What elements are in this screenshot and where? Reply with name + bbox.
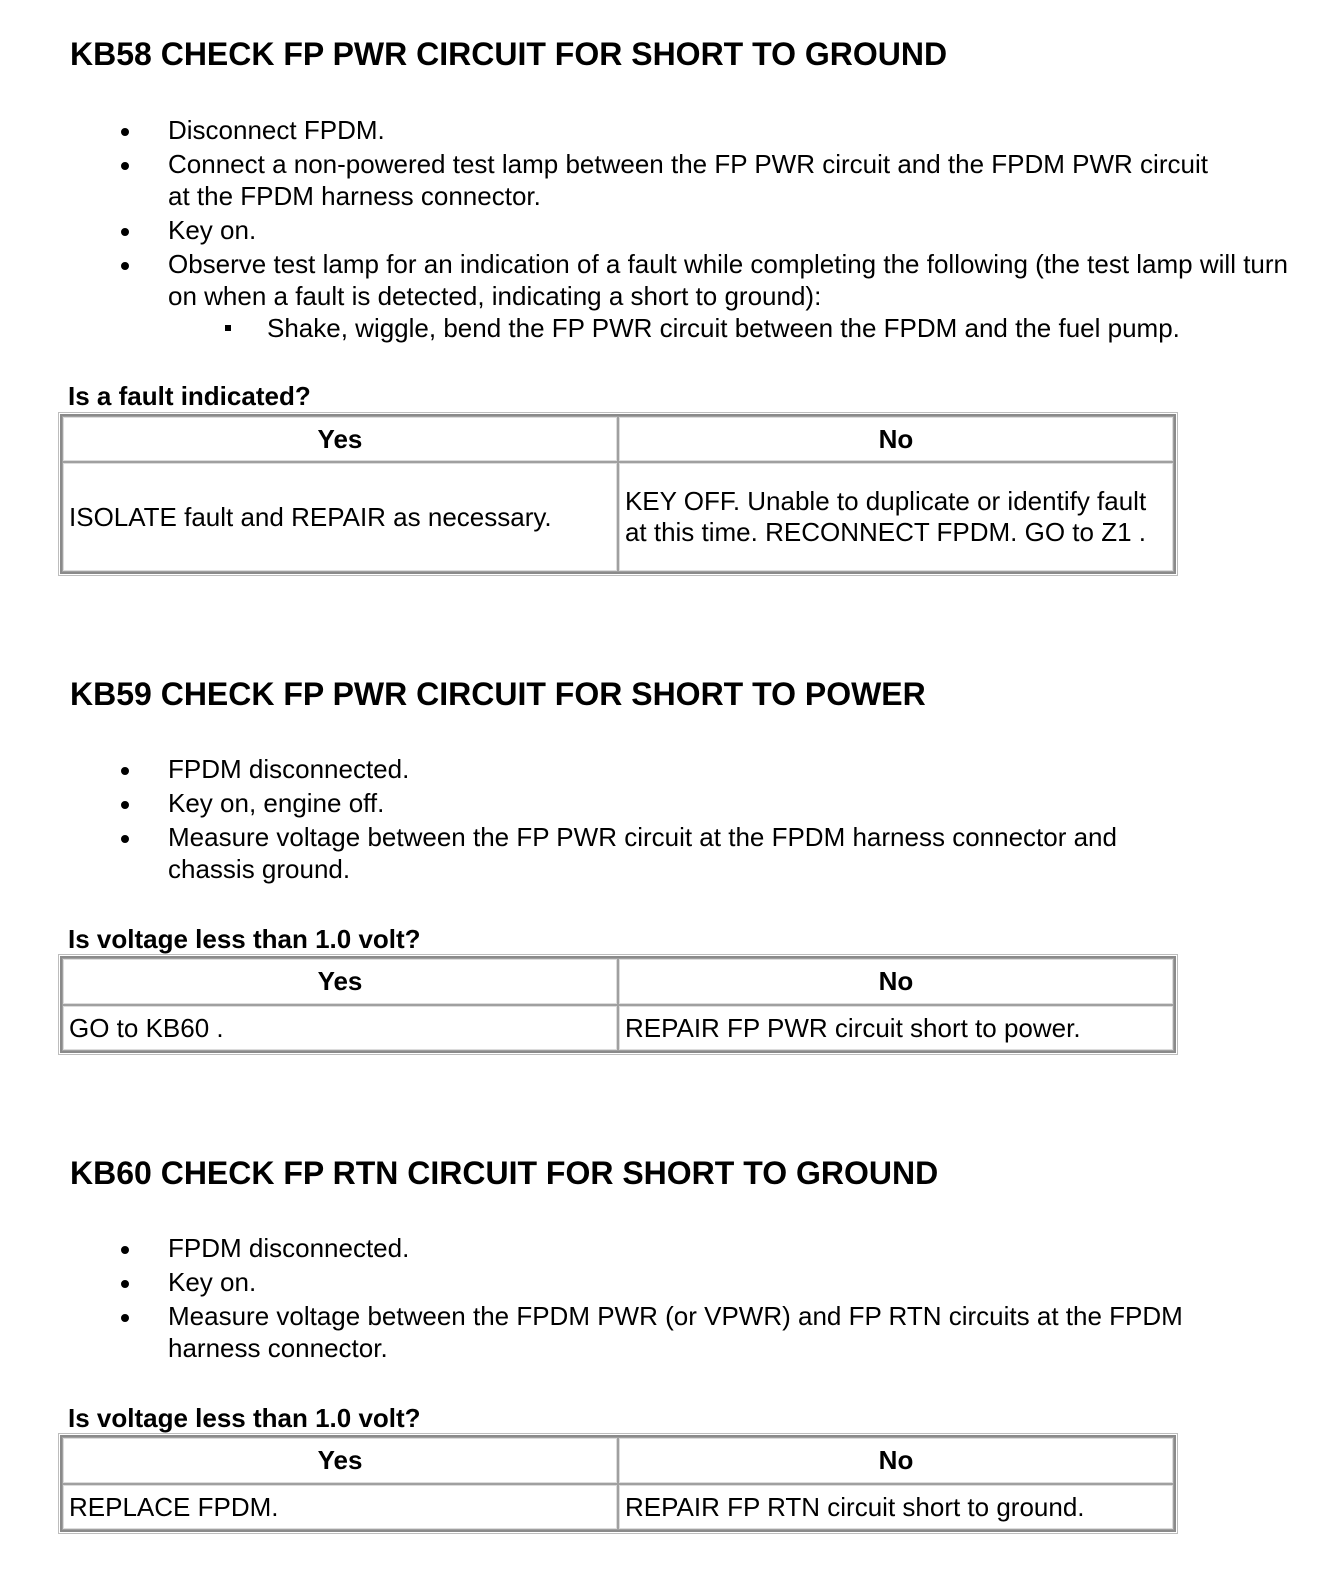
step-list: [60, 753, 1310, 887]
section-title: KB60 CHECK FP RTN CIRCUIT FOR SHORT TO GROUND: [70, 1155, 939, 1191]
step-item: Measure voltage between the FP PWR circuit at the FPDM harness connector and chassis ground.: [60, 821, 1310, 887]
yes-header: Yes: [62, 416, 618, 462]
yes-cell: ISOLATE fault and REPAIR as necessary.: [62, 462, 618, 572]
section-title: KB58 CHECK FP PWR CIRCUIT FOR SHORT TO GROUND: [70, 36, 948, 72]
yes-cell: GO to KB60 .: [62, 1005, 618, 1051]
step-item: Key on.: [60, 1266, 1310, 1300]
step-item: Disconnect FPDM.: [60, 114, 1310, 148]
no-cell: REPAIR FP PWR circuit short to power.: [618, 1005, 1174, 1051]
no-header: No: [618, 416, 1174, 462]
question-text: Is a fault indicated?: [68, 381, 311, 411]
step-list: [60, 114, 1310, 346]
table-header-row: [62, 416, 1174, 462]
step-item: FPDM disconnected.: [60, 1232, 1310, 1266]
table-header-row: [62, 958, 1174, 1005]
step-item: Connect a non-powered test lamp between the FP PWR circuit and the FPDM PWR circuit at the FPDM harness connector.: [60, 148, 1310, 214]
step-item: [60, 248, 1310, 346]
table-row: [62, 1005, 1174, 1051]
step-item: Key on, engine off.: [60, 787, 1310, 821]
substep-item: Shake, wiggle, bend the FP PWR circuit between the FPDM and the fuel pump.: [168, 312, 1310, 344]
answer-table: [60, 414, 1176, 574]
step-item: Key on.: [60, 214, 1310, 248]
table-row: [62, 1484, 1174, 1530]
no-cell: REPAIR FP RTN circuit short to ground.: [618, 1484, 1174, 1530]
yes-header: Yes: [62, 1437, 618, 1484]
section-title: KB59 CHECK FP PWR CIRCUIT FOR SHORT TO POWER: [70, 676, 926, 712]
question-text: Is voltage less than 1.0 volt?: [68, 1403, 421, 1433]
no-header: No: [618, 958, 1174, 1005]
step-text: Observe test lamp for an indication of a fault while completing the following (the test lamp will turn on when a fault is detected, indicating a short to ground):: [168, 249, 1288, 311]
answer-table: [60, 956, 1176, 1053]
step-item: FPDM disconnected.: [60, 753, 1310, 787]
no-header: No: [618, 1437, 1174, 1484]
yes-cell: REPLACE FPDM.: [62, 1484, 618, 1530]
step-list: [60, 1232, 1310, 1366]
question-text: Is voltage less than 1.0 volt?: [68, 924, 421, 954]
yes-header: Yes: [62, 958, 618, 1005]
substep-list: [168, 312, 1310, 344]
no-cell: KEY OFF. Unable to duplicate or identify fault at this time. RECONNECT FPDM. GO to Z1 .: [618, 462, 1174, 572]
table-header-row: [62, 1437, 1174, 1484]
step-item: Measure voltage between the FPDM PWR (or VPWR) and FP RTN circuits at the FPDM harness connector.: [60, 1300, 1310, 1366]
answer-table: [60, 1435, 1176, 1532]
table-row: [62, 462, 1174, 572]
